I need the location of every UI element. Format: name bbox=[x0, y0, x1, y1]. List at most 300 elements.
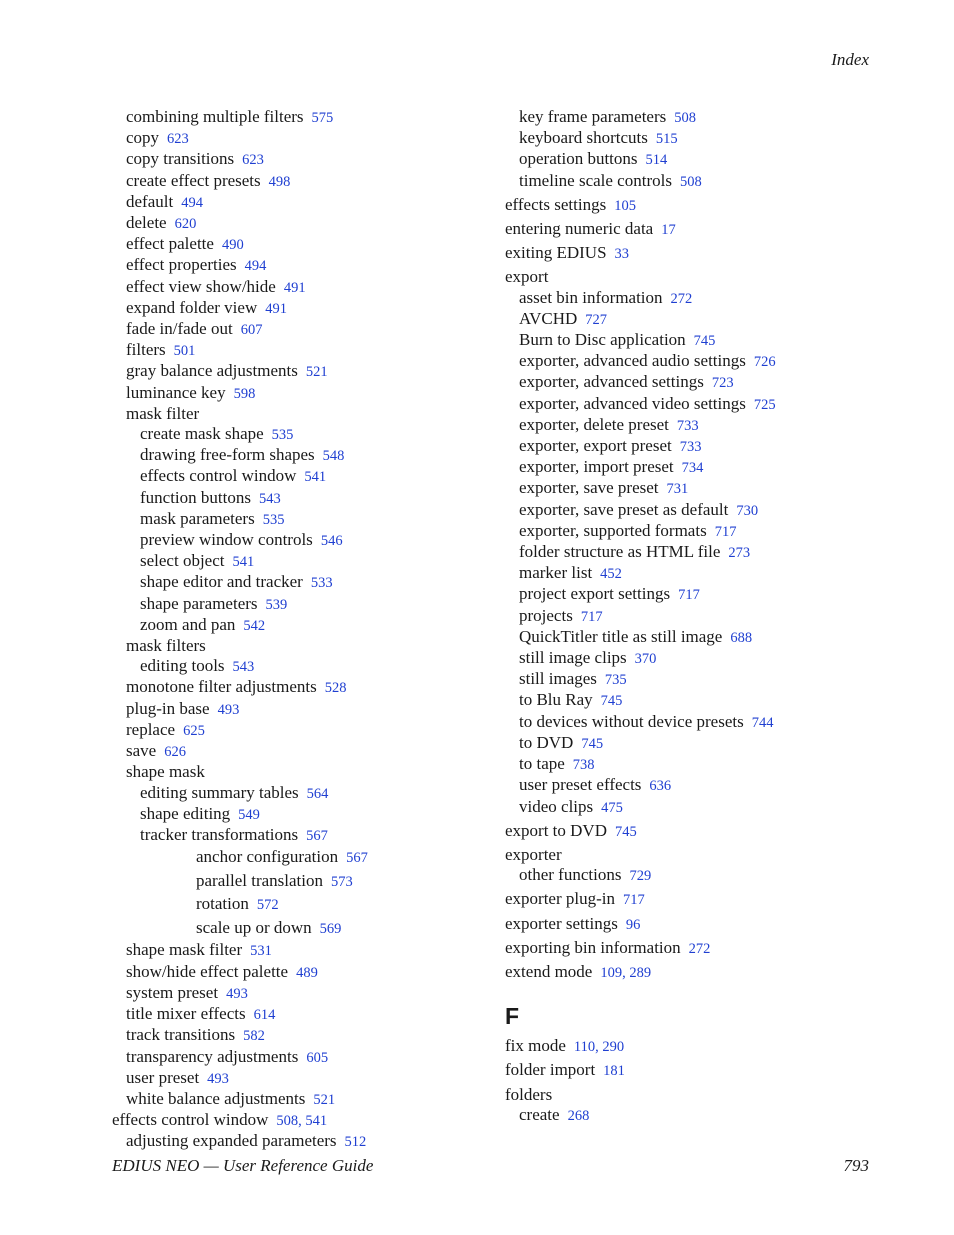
index-term: tracker transformations bbox=[140, 824, 299, 844]
page-link[interactable]: 745 bbox=[600, 693, 623, 710]
page-link[interactable]: 745 bbox=[581, 735, 604, 752]
index-term: still images bbox=[519, 669, 597, 689]
page-link[interactable]: 569 bbox=[319, 920, 342, 937]
index-term: folders bbox=[505, 1084, 553, 1104]
page-references bbox=[243, 1028, 265, 1044]
index-entry bbox=[505, 627, 885, 648]
index-term: exporter bbox=[505, 844, 562, 864]
page-references bbox=[306, 828, 328, 844]
index-entry bbox=[505, 436, 885, 457]
index-term: replace bbox=[126, 719, 176, 739]
page-references bbox=[754, 354, 776, 370]
index-term: gray balance adjustments bbox=[126, 361, 298, 381]
page-references bbox=[754, 397, 776, 413]
page-references bbox=[167, 131, 189, 147]
index-term: still image clips bbox=[519, 648, 627, 668]
page-references: 110, 290 bbox=[573, 1039, 625, 1056]
index-entry bbox=[505, 243, 885, 264]
index-entry bbox=[505, 330, 885, 351]
page-references bbox=[623, 892, 645, 908]
page-link[interactable]: 493 bbox=[207, 1070, 229, 1087]
page-link[interactable]: 535 bbox=[262, 511, 285, 528]
index-entry bbox=[505, 690, 885, 711]
index-term: exporting bin information bbox=[505, 937, 681, 957]
page-references bbox=[680, 439, 702, 455]
index-entry bbox=[112, 277, 492, 298]
page-link[interactable]: 541 bbox=[304, 469, 327, 486]
page-link[interactable]: 725 bbox=[753, 396, 776, 413]
page-references bbox=[243, 618, 265, 634]
page-references bbox=[568, 1108, 590, 1124]
index-entry bbox=[112, 213, 492, 234]
index-entry bbox=[112, 1110, 492, 1131]
index-entry bbox=[112, 741, 492, 762]
page-link[interactable]: 625 bbox=[183, 722, 205, 739]
index-entry bbox=[112, 720, 492, 741]
index-term: monotone filter adjustments bbox=[126, 677, 317, 697]
page-link[interactable]: 717 bbox=[623, 892, 645, 909]
page-references bbox=[311, 575, 333, 591]
page-references bbox=[581, 609, 603, 625]
page-references bbox=[254, 1007, 276, 1023]
index-term: drawing free-form shapes bbox=[140, 445, 315, 465]
index-term: create bbox=[519, 1104, 560, 1124]
page-link[interactable]: 272 bbox=[688, 940, 711, 957]
index-entry bbox=[505, 394, 885, 415]
index-term: exporter, save preset as default bbox=[519, 499, 729, 519]
index-entry bbox=[112, 615, 492, 636]
index-term: effect properties bbox=[126, 255, 237, 275]
page-link[interactable]: 493 bbox=[217, 701, 240, 718]
page-link[interactable]: 688 bbox=[730, 629, 753, 646]
page-link[interactable]: 607 bbox=[240, 322, 263, 339]
index-term: exiting EDIUS bbox=[505, 243, 607, 263]
page-link[interactable]: 531 bbox=[250, 943, 272, 960]
index-term: effects control window bbox=[140, 466, 297, 486]
page-references bbox=[233, 659, 255, 675]
page-references bbox=[234, 386, 256, 402]
footer-page-number: 793 bbox=[843, 1156, 869, 1175]
index-entry bbox=[112, 361, 492, 382]
page-references bbox=[752, 715, 774, 731]
index-column-right bbox=[505, 107, 885, 1126]
index-entry bbox=[112, 551, 492, 572]
index-term: save bbox=[126, 741, 157, 761]
index-term: adjusting expanded parameters bbox=[126, 1131, 337, 1151]
page-link[interactable]: 489 bbox=[296, 964, 318, 981]
index-term: shape mask filter bbox=[126, 940, 243, 960]
index-entry bbox=[112, 107, 492, 128]
index-entry bbox=[505, 797, 885, 818]
page-link[interactable]: 717 bbox=[678, 587, 700, 604]
index-entry bbox=[505, 267, 885, 287]
index-term: exporter settings bbox=[505, 913, 618, 933]
page-references bbox=[677, 418, 699, 434]
index-term: user preset bbox=[126, 1067, 200, 1087]
page-link[interactable]: 543 bbox=[258, 490, 281, 507]
page-references bbox=[183, 723, 205, 739]
index-entry bbox=[112, 1089, 492, 1110]
page-link[interactable]: 735 bbox=[604, 672, 627, 689]
page-link[interactable]: 543 bbox=[232, 659, 255, 676]
page-link[interactable]: 626 bbox=[164, 744, 186, 761]
page-references bbox=[345, 1134, 367, 1150]
page-link[interactable]: 733 bbox=[679, 439, 702, 456]
page-references bbox=[689, 941, 711, 957]
index-term: exporter, export preset bbox=[519, 436, 672, 456]
index-term: delete bbox=[126, 213, 167, 233]
page-link[interactable]: 289 bbox=[629, 964, 652, 981]
index-entry bbox=[112, 319, 492, 340]
page-link[interactable]: 512 bbox=[344, 1134, 367, 1151]
page-link[interactable]: 717 bbox=[580, 608, 603, 625]
index-term: scale up or down bbox=[196, 917, 312, 937]
page-references bbox=[296, 965, 318, 981]
page-references bbox=[265, 301, 287, 317]
page-references bbox=[678, 587, 700, 603]
index-entry bbox=[505, 821, 885, 842]
page-references bbox=[238, 807, 260, 823]
index-entry bbox=[505, 563, 885, 584]
page-link[interactable]: 548 bbox=[322, 448, 345, 465]
page-link[interactable]: 514 bbox=[645, 152, 668, 169]
index-term: entering numeric data bbox=[505, 219, 654, 239]
page-link[interactable]: 181 bbox=[603, 1063, 625, 1080]
index-entry bbox=[112, 445, 492, 466]
index-term: marker list bbox=[519, 563, 593, 583]
page-references bbox=[346, 850, 368, 866]
page-link[interactable]: 564 bbox=[306, 785, 329, 802]
index-term: Burn to Disc application bbox=[519, 330, 686, 350]
page-link[interactable]: 498 bbox=[268, 173, 291, 190]
page-link[interactable]: 542 bbox=[243, 617, 266, 634]
index-entry bbox=[112, 636, 492, 656]
page-references bbox=[573, 757, 595, 773]
index-entry bbox=[112, 917, 492, 941]
page-link[interactable]: 541 bbox=[232, 554, 255, 571]
index-term: extend mode bbox=[505, 961, 593, 981]
index-term: rotation bbox=[196, 894, 249, 914]
index-entry bbox=[112, 404, 492, 424]
index-term: anchor configuration bbox=[196, 847, 339, 867]
page-references bbox=[272, 427, 294, 443]
index-entry bbox=[112, 128, 492, 149]
page-link[interactable]: 17 bbox=[661, 222, 676, 239]
page-link[interactable]: 549 bbox=[238, 806, 260, 823]
index-entry bbox=[505, 1036, 885, 1057]
index-entry bbox=[505, 1105, 885, 1126]
page-references bbox=[321, 533, 343, 549]
page-references bbox=[325, 680, 347, 696]
page-references bbox=[218, 702, 240, 718]
index-entry bbox=[112, 783, 492, 804]
page-link[interactable]: 268 bbox=[567, 1107, 590, 1124]
index-entry bbox=[112, 255, 492, 276]
index-term: copy transitions bbox=[126, 149, 235, 169]
index-term: preview window controls bbox=[140, 530, 313, 550]
index-term: expand folder view bbox=[126, 297, 258, 317]
page-link[interactable]: 730 bbox=[736, 502, 759, 519]
page-link[interactable]: 734 bbox=[681, 460, 704, 477]
page-link[interactable]: 521 bbox=[313, 1091, 336, 1108]
page-link[interactable]: 273 bbox=[728, 545, 751, 562]
page-link[interactable]: 105 bbox=[614, 197, 636, 214]
page-link[interactable]: 508 bbox=[679, 173, 702, 190]
page-references bbox=[585, 312, 607, 328]
index-entry bbox=[112, 846, 492, 870]
page-references bbox=[629, 868, 651, 884]
page-references bbox=[730, 630, 752, 646]
index-term: copy bbox=[126, 128, 160, 148]
index-term: effects settings bbox=[505, 194, 607, 214]
index-entry bbox=[505, 195, 885, 216]
index-entry bbox=[505, 219, 885, 240]
page-references bbox=[626, 917, 641, 933]
index-term: default bbox=[126, 191, 174, 211]
index-term: project export settings bbox=[519, 584, 671, 604]
index-entry bbox=[505, 754, 885, 775]
index-term: plug-in base bbox=[126, 698, 210, 718]
index-entry bbox=[112, 594, 492, 615]
index-term: fix mode bbox=[505, 1036, 566, 1056]
index-entry bbox=[112, 149, 492, 170]
page-references bbox=[601, 800, 623, 816]
page-references bbox=[649, 778, 671, 794]
index-entry bbox=[112, 677, 492, 698]
index-entry bbox=[505, 1060, 885, 1081]
index-entry bbox=[112, 234, 492, 255]
page-references bbox=[682, 460, 704, 476]
page-references bbox=[226, 986, 248, 1002]
page-references bbox=[259, 491, 281, 507]
page-link[interactable]: 491 bbox=[265, 300, 287, 317]
page-link[interactable]: 726 bbox=[753, 354, 776, 371]
page-references bbox=[320, 921, 342, 937]
page-references bbox=[600, 566, 622, 582]
index-entry bbox=[112, 424, 492, 445]
page-link[interactable]: 614 bbox=[253, 1007, 276, 1024]
page-references bbox=[680, 174, 702, 190]
page-link[interactable]: 623 bbox=[242, 152, 264, 169]
index-term: AVCHD bbox=[519, 308, 578, 328]
page-references bbox=[175, 216, 197, 232]
index-entry bbox=[112, 171, 492, 192]
page-link[interactable]: 541 bbox=[305, 1113, 328, 1130]
page-link[interactable]: 508 bbox=[674, 110, 696, 126]
page-link[interactable]: 745 bbox=[614, 823, 637, 840]
page-link[interactable]: 272 bbox=[670, 290, 693, 307]
page-link[interactable]: 110 bbox=[573, 1039, 596, 1056]
index-entry bbox=[112, 1025, 492, 1046]
index-term: video clips bbox=[519, 796, 594, 816]
index-term: shape editing bbox=[140, 803, 231, 823]
index-term: QuickTitler title as still image bbox=[519, 626, 723, 646]
page-references bbox=[181, 195, 203, 211]
page-references bbox=[306, 364, 328, 380]
index-entry bbox=[112, 1004, 492, 1025]
page-link[interactable]: 744 bbox=[751, 714, 774, 731]
page-link[interactable]: 370 bbox=[634, 651, 657, 668]
index-entry bbox=[505, 542, 885, 563]
page-references bbox=[257, 897, 279, 913]
page-link[interactable]: 567 bbox=[306, 827, 328, 844]
page-references bbox=[269, 174, 291, 190]
index-entry bbox=[505, 914, 885, 935]
index-term: to tape bbox=[519, 754, 565, 774]
page-references bbox=[306, 1050, 328, 1066]
page-link[interactable]: 717 bbox=[714, 523, 737, 540]
page-link[interactable]: 493 bbox=[226, 985, 248, 1002]
page-references bbox=[635, 651, 657, 667]
index-entry bbox=[112, 1068, 492, 1089]
page-link[interactable]: 738 bbox=[572, 757, 595, 774]
index-entry bbox=[112, 804, 492, 825]
index-term: shape parameters bbox=[140, 593, 258, 613]
footer-title: EDIUS NEO — User Reference Guide bbox=[112, 1156, 374, 1175]
page-link[interactable]: 572 bbox=[256, 897, 279, 914]
index-entry bbox=[505, 107, 885, 128]
page-references bbox=[207, 1071, 229, 1087]
page-references: 109, 289 bbox=[600, 964, 652, 981]
page-link[interactable]: 491 bbox=[283, 279, 306, 296]
index-entry bbox=[112, 893, 492, 917]
index-entry bbox=[505, 171, 885, 192]
index-term: shape editor and tracker bbox=[140, 572, 303, 592]
index-term: zoom and pan bbox=[140, 614, 236, 634]
index-entry bbox=[112, 1131, 492, 1152]
index-term: exporter, save preset bbox=[519, 478, 659, 498]
index-entry bbox=[112, 983, 492, 1004]
page-link[interactable]: 475 bbox=[601, 799, 623, 816]
page-link[interactable]: 535 bbox=[271, 427, 294, 444]
index-term: mask parameters bbox=[140, 508, 255, 528]
page-link[interactable]: 528 bbox=[324, 680, 347, 697]
page-link[interactable]: 729 bbox=[629, 868, 652, 885]
page-link[interactable]: 605 bbox=[306, 1049, 329, 1066]
index-entry bbox=[112, 530, 492, 551]
index-term: folder structure as HTML file bbox=[519, 542, 721, 562]
page-references bbox=[646, 152, 668, 168]
page-link[interactable]: 109 bbox=[600, 964, 623, 981]
index-entry bbox=[112, 870, 492, 894]
page-references bbox=[245, 258, 267, 274]
page-references bbox=[603, 1063, 625, 1079]
index-term: exporter, supported formats bbox=[519, 520, 707, 540]
index-entry bbox=[112, 509, 492, 530]
index-entry bbox=[112, 192, 492, 213]
page-link[interactable]: 567 bbox=[346, 850, 368, 867]
index-term: filters bbox=[126, 340, 166, 360]
page-link[interactable]: 731 bbox=[666, 481, 689, 498]
page-link[interactable]: 490 bbox=[221, 237, 244, 254]
page-references bbox=[728, 545, 750, 561]
index-entry bbox=[505, 584, 885, 605]
page-link[interactable]: 620 bbox=[174, 216, 197, 233]
index-term: other functions bbox=[519, 865, 622, 885]
index-entry bbox=[505, 1085, 885, 1105]
index-term: mask filters bbox=[126, 636, 206, 656]
page-references bbox=[667, 481, 689, 497]
index-entry bbox=[112, 383, 492, 404]
page-references bbox=[263, 512, 285, 528]
index-entry bbox=[112, 699, 492, 720]
page-link[interactable]: 452 bbox=[600, 566, 622, 583]
index-entry bbox=[505, 865, 885, 886]
page-references bbox=[242, 152, 264, 168]
index-term: key frame parameters bbox=[519, 107, 667, 126]
index-entry bbox=[505, 149, 885, 170]
page-references bbox=[712, 375, 734, 391]
page-link[interactable]: 539 bbox=[265, 596, 288, 613]
index-term: fade in/fade out bbox=[126, 319, 233, 339]
page-link[interactable]: 573 bbox=[330, 873, 353, 890]
index-term: exporter, delete preset bbox=[519, 414, 669, 434]
page-link[interactable]: 582 bbox=[243, 1028, 265, 1045]
index-term: exporter, advanced audio settings bbox=[519, 351, 746, 371]
index-column-left bbox=[112, 107, 492, 1153]
page-references bbox=[250, 943, 272, 959]
index-term: system preset bbox=[126, 982, 219, 1002]
page-references bbox=[284, 280, 306, 296]
page-link[interactable]: 33 bbox=[614, 246, 630, 263]
page-link[interactable]: 96 bbox=[625, 916, 641, 933]
section-letter-f: F bbox=[505, 1003, 520, 1030]
index-term: folder import bbox=[505, 1060, 596, 1080]
page-link[interactable]: 508 bbox=[276, 1113, 299, 1130]
page-references bbox=[694, 333, 716, 349]
page-link[interactable]: 723 bbox=[711, 375, 734, 392]
page-link[interactable]: 521 bbox=[305, 364, 328, 381]
index-entry bbox=[505, 500, 885, 521]
index-entry bbox=[505, 351, 885, 372]
page-references bbox=[241, 322, 263, 338]
page-link[interactable]: 494 bbox=[244, 258, 267, 275]
index-entry bbox=[505, 478, 885, 499]
index-term: effects control window bbox=[112, 1110, 269, 1130]
page-link[interactable]: 727 bbox=[585, 311, 608, 328]
index-term: effect view show/hide bbox=[126, 276, 276, 296]
page-link[interactable]: 533 bbox=[310, 575, 333, 592]
index-entry bbox=[112, 298, 492, 319]
page-link[interactable]: 733 bbox=[676, 417, 699, 434]
index-term: effect palette bbox=[126, 234, 214, 254]
index-entry bbox=[112, 488, 492, 509]
page-link[interactable]: 290 bbox=[602, 1039, 625, 1056]
page-link[interactable]: 515 bbox=[655, 131, 678, 148]
page-link[interactable]: 501 bbox=[173, 343, 196, 360]
page-link[interactable]: 598 bbox=[233, 385, 256, 402]
index-entry bbox=[112, 940, 492, 961]
index-term: function buttons bbox=[140, 487, 251, 507]
index-term: show/hide effect palette bbox=[126, 961, 289, 981]
index-term: create mask shape bbox=[140, 424, 264, 444]
page-link[interactable]: 575 bbox=[311, 110, 334, 126]
page-link[interactable]: 494 bbox=[181, 194, 203, 211]
page-link[interactable]: 546 bbox=[320, 533, 343, 550]
page-link[interactable]: 636 bbox=[649, 778, 672, 795]
page-link[interactable]: 745 bbox=[693, 333, 716, 350]
page-references bbox=[581, 736, 603, 752]
page-link[interactable]: 623 bbox=[167, 131, 189, 148]
index-entry bbox=[505, 775, 885, 796]
index-entry bbox=[112, 656, 492, 677]
index-term: luminance key bbox=[126, 382, 226, 402]
index-entry bbox=[112, 962, 492, 983]
index-term: timeline scale controls bbox=[519, 170, 672, 190]
index-entry bbox=[505, 606, 885, 627]
index-entry bbox=[505, 845, 885, 865]
index-term: exporter, advanced settings bbox=[519, 372, 704, 392]
